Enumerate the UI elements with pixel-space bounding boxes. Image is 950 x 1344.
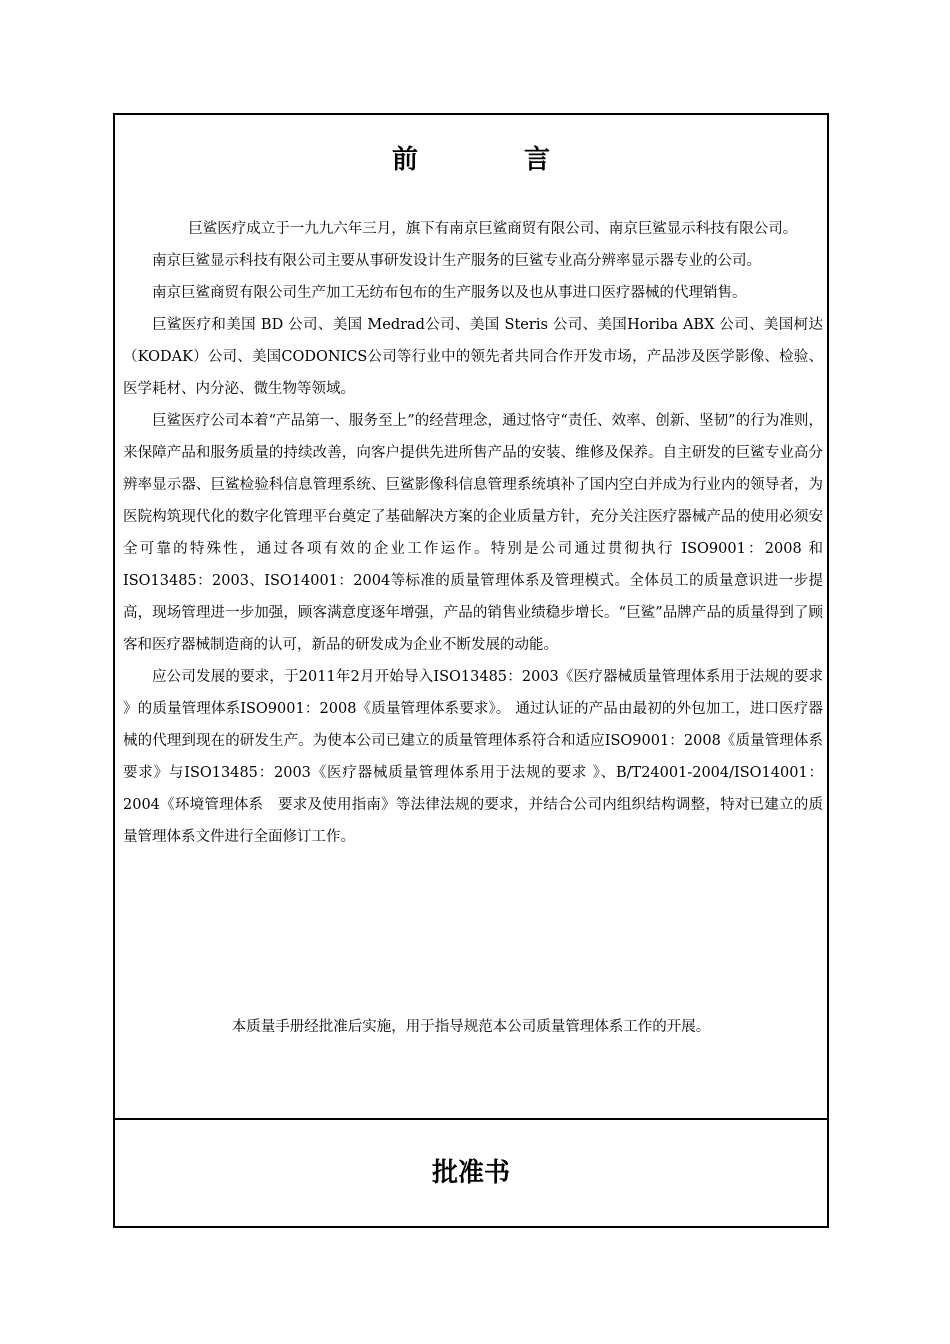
approval-section bbox=[115, 1120, 827, 1228]
paragraph: 南京巨鲨显示科技有限公司主要从事研发设计生产服务的巨鲨专业高分辨率显示器专业的公司。 bbox=[152, 253, 761, 269]
paragraph: 巨鲨医疗公司本着“产品第一、服务至上”的经营理念，通过恪守“责任、效率、创新、坚韧”的行为准则，来保障产品和服务质量的持续改善，向客户提供先进所售产品的安装、维修及保养。自主研发的巨鲨专业高分辨率显示器、巨鲨检验科信息管理系统、巨鲨影像科信息管理系统填补了国内空白并成为行业内的领导者，为医院构筑现代化的数字化管理平台奠定了基础解决方案的企业质量方针，充分关注医疗器械产品的使用必须安全可靠的特殊性，通过各项有效的企业工作运作。特别是公司通过贯彻执行 ISO9001：2008 和 ISO13485：2003、ISO14001：2004等标准的质量管理体系及管理模式。全体员工的质量意识进一步提高，现场管理进一步加强，顾客满意度逐年增强，产品的销售业绩稳步增长。“巨鲨”品牌产品的质量得到了顾客和医疗器械制造商的认可，新品的研发成为企业不断发展的动能。 bbox=[123, 413, 823, 653]
paragraph: 巨鲨医疗和美国 BD 公司、美国 Medrad公司、美国 Steris 公司、美国Horiba ABX 公司、美国柯达（KODAK）公司、美国CODONICS公司等行业中的领先者共同合作开发市场，产品涉及医学影像、检验、医学耗材、内分泌、微生物等领域。 bbox=[123, 317, 823, 397]
document-frame bbox=[113, 113, 829, 1228]
preface-body bbox=[123, 213, 823, 853]
preface-section bbox=[115, 115, 827, 1120]
paragraph: 应公司发展的要求，于2011年2月开始导入ISO13485：2003《医疗器械质量管理体系用于法规的要求 》的质量管理体系ISO9001：2008《质量管理体系要求》。 通过认证的产品由最初的外包加工，进口医疗器械的代理到现在的研发生产。为使本公司已建立的质量管理体系符合和适应ISO9001：2008《质量管理体系要求》与ISO13485：2003《医疗器械质量管理体系用于法规的要求 》、B/T24001-2004/ISO14001：2004《环境管理体系 要求及使用指南》等法律法规的要求，并结合公司内组织结构调整，特对已建立的质量管理体系文件进行全面修订工作。 bbox=[123, 669, 823, 845]
closing-statement: 本质量手册经批准后实施，用于指导规范本公司质量管理体系工作的开展。 bbox=[231, 1019, 711, 1035]
paragraph: 南京巨鲨商贸有限公司生产加工无纺布包布的生产服务以及也从事进口医疗器械的代理销售。 bbox=[152, 285, 747, 301]
preface-title: 前 言 bbox=[391, 145, 590, 175]
paragraph: 巨鲨医疗成立于一九九六年三月，旗下有南京巨鲨商贸有限公司、南京巨鲨显示科技有限公司。 bbox=[188, 221, 798, 237]
approval-title: 批准书 bbox=[431, 1158, 510, 1188]
